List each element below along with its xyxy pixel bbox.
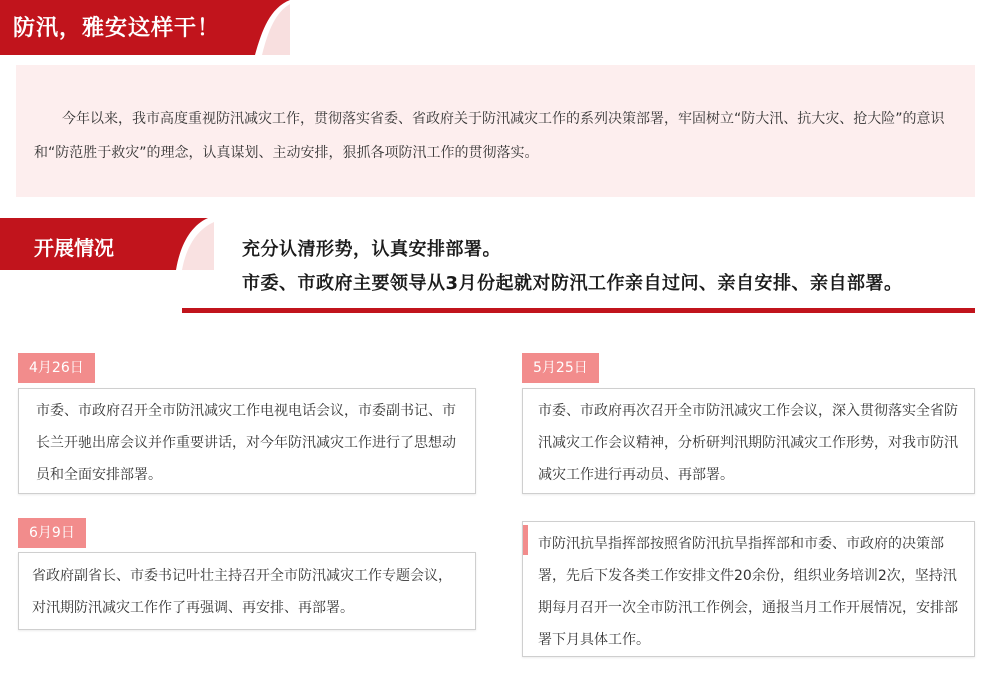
intro-box	[16, 65, 975, 197]
event-text: 市委、市政府再次召开全市防汛减灾工作会议，深入贯彻落实全省防汛减灾工作会议精神，分析研判汛期防汛减灾工作形势，对我市防汛减灾工作进行再动员、再部署。	[538, 403, 958, 483]
summary-line-2: 市委、市政府主要领导从3月份起就对防汛工作亲自过问、亲自安排、亲自部署。	[242, 273, 903, 294]
accent-bar	[523, 525, 528, 555]
event-card-command	[522, 521, 975, 657]
event-text: 市委、市政府召开全市防汛减灾工作电视电话会议，市委副书记、市长兰开驰出席会议并作重要讲话，对今年防汛减灾工作进行了思想动员和全面安排部署。	[36, 403, 456, 483]
event-text: 市防汛抗旱指挥部按照省防汛抗旱指挥部和市委、市政府的决策部署，先后下发各类工作安排文件20余份，组织业务培训2次，坚持汛期每月召开一次全市防汛工作例会，通报当月工作开展情况，安排部署下月具体工作。	[538, 536, 958, 648]
intro-text: 今年以来，我市高度重视防汛减灾工作，贯彻落实省委、省政府关于防汛减灾工作的系列决策部署，牢固树立“防大汛、抗大灾、抢大险”的意识和“防范胜于救灾”的理念，认真谋划、主动安排，狠抓各项防汛工作的贯彻落实。	[34, 111, 945, 161]
event-card-jun9	[18, 552, 476, 630]
summary-line-1: 充分认清形势，认真安排部署。	[242, 239, 501, 260]
event-text: 省政府副省长、市委书记叶壮主持召开全市防汛减灾工作专题会议，对汛期防汛减灾工作作了再强调、再安排、再部署。	[32, 568, 452, 616]
date-tag-may25: 5月25日	[522, 353, 599, 383]
page-title: 防汛，雅安这样干！	[13, 16, 221, 41]
section-title: 开展情况	[34, 236, 114, 260]
title-banner	[0, 0, 290, 55]
date-tag-jun9: 6月9日	[18, 518, 86, 548]
event-card-may25	[522, 388, 975, 494]
divider	[182, 308, 975, 313]
event-card-apr26	[18, 388, 476, 494]
section-banner	[0, 218, 215, 270]
date-tag-apr26: 4月26日	[18, 353, 95, 383]
